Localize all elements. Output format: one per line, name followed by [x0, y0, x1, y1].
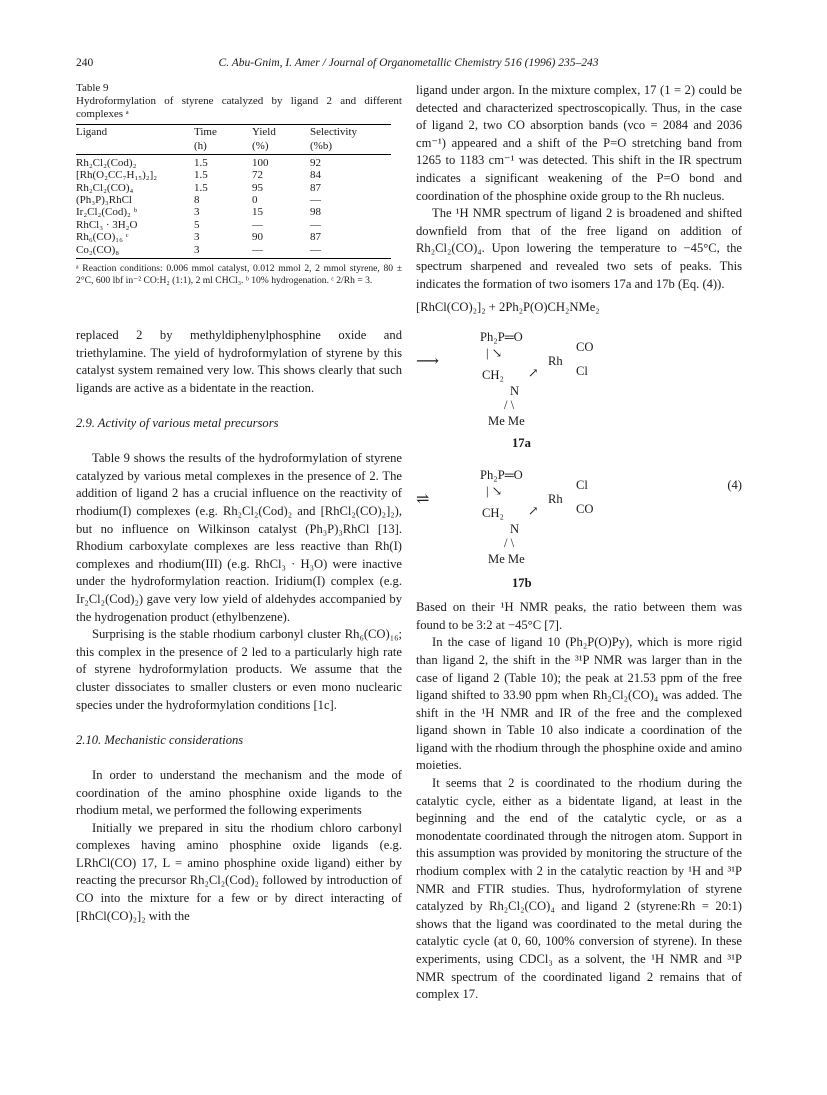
- structure-17a-bonds: | ↘: [486, 346, 503, 361]
- paragraph: In the case of ligand 10 (Ph₂P(O)Py), which is more rigid than ligand 2, the shift in the ³¹P NMR was larger than in the case of ligand 2 (Table 10); the peak at 21.53 ppm of the free ligand shifted to 33.90 ppm when Rh₂Cl₂(CO)₄ was added. The shift in the ¹H NMR and IR of the free and the complexed ligand shown in Table 10 also indicate a coordination of the ligand with the rhodium through the phosphine oxide and amino moieties.: [416, 635, 742, 773]
- table-header-ligand: Ligand: [76, 125, 194, 140]
- structure-17b-p-o: Ph₂P═O: [480, 468, 523, 483]
- table-cell: 98: [310, 206, 321, 219]
- equation-number: (4): [727, 478, 742, 493]
- page-number: 240: [76, 57, 94, 69]
- structure-17a-ch2: CH₂: [482, 368, 504, 383]
- compound-label-17b: 17b: [512, 576, 532, 591]
- right-column: [416, 82, 742, 1004]
- table-cell: [Rh(O₂CC₇H₁₅)₂]₂: [76, 169, 158, 182]
- table-cell: 1.5: [194, 181, 208, 194]
- table-cell: 15: [252, 206, 263, 219]
- table-header-yield: Yield: [252, 125, 310, 140]
- paragraph: Based on their ¹H NMR peaks, the ratio between them was found to be 3:2 at −45°C [7].: [416, 600, 742, 632]
- table-cell: —: [310, 194, 321, 207]
- table-cell: 72: [252, 169, 263, 182]
- table-cell: Ir₂Cl₂(Cod)₂ ᵇ: [76, 206, 138, 219]
- table-unit: (h): [194, 139, 252, 154]
- structure-17a-arrow: ↗: [528, 366, 539, 381]
- table-header-selectivity: Selectivity: [310, 125, 391, 140]
- paragraph: It seems that 2 is coordinated to the rhodium during the catalytic cycle, either as a bidentate ligand, at least in the beginning and the end of the catalytic cycle, or as a monodentate coordinated through the nitrogen atom. Support in this assumption was provided by monitoring the structure of the rhodium complex with 2 in the catalytic reaction by ¹H and ³¹P NMR and FTIR studies. Thus, hydroformylation of styrene catalyzed by Rh₂Cl₂(CO)₄ and ligand 2 (styrene:Rh = 20:1) shows that the ligand was coordinated to the metal during the catalytic cycle (at 0, 60, 100% conversion of styrene). In these experiments, using CDCl₃ as a solvent, the ¹H NMR and ³¹P NMR spectrum of the coordinated ligand 2 remains that of complex 17.: [416, 776, 742, 1002]
- table-cell: 95: [252, 181, 263, 194]
- section-heading: 2.10. Mechanistic considerations: [76, 732, 244, 747]
- table-cell: 3: [194, 206, 200, 219]
- table-row: [76, 169, 391, 181]
- paragraph: The ¹H NMR spectrum of ligand 2 is broadened and shifted downfield from that of the free ligand on addition of Rh₂Cl₂(CO)₄. Upon lowering the temperature to −45°C, the spectrum sharpened and revealed two sets of peaks. This indicates the formation of two isomers 17a and 17b (Eq. (4)).: [416, 206, 742, 291]
- table-cell: 84: [310, 169, 321, 182]
- left-column: [76, 82, 402, 925]
- table-cell: 100: [252, 156, 269, 169]
- structure-17a-co: CO: [576, 340, 594, 355]
- structure-17b-n: N: [510, 522, 520, 537]
- table-unit: [76, 139, 194, 154]
- structure-17b-ch2: CH₂: [482, 506, 504, 521]
- table-row: [76, 244, 391, 259]
- running-title: C. Abu-Gnim, I. Amer / Journal of Organometallic Chemistry 516 (1996) 235–243: [218, 57, 599, 69]
- structure-17b-me: Me Me: [488, 552, 525, 567]
- table-cell: 1.5: [194, 169, 208, 182]
- table-row: [76, 219, 391, 231]
- table-cell: 87: [310, 231, 321, 244]
- structure-17b-co: CO: [576, 502, 594, 517]
- structure-17b-rh: Rh: [548, 492, 563, 507]
- table-cell: 87: [310, 181, 321, 194]
- structure-17a-n: N: [510, 384, 520, 399]
- paragraph: Surprising is the stable rhodium carbonyl cluster Rh₆(CO)₁₆; this complex in the presence of 2 led to a particularly high rate of styrene hydroformylation products. We assume that the cluster dissociates to smaller clusters or even mono nuclearic species under the hydroformylation conditions [1c].: [76, 627, 402, 712]
- table-unit: (%): [252, 139, 310, 154]
- scheme-reactants: [RhCl(CO)₂]₂ + 2Ph₂P(O)CH₂NMe₂: [416, 300, 600, 315]
- paragraph: Initially we prepared in situ the rhodium chloro carbonyl complexes having amino phosphine oxide ligands (e.g. LRhCl(CO) 17, L = amino phosphine oxide ligand) either by reacting the precursor Rh₂Cl₂(Cod)₂ followed by introduction of CO into the mixture for a few or by direct interacting of [RhCl(CO)₂]₂ with the: [76, 820, 402, 923]
- section-heading: 2.9. Activity of various metal precursors: [76, 416, 279, 431]
- paragraph: In order to understand the mechanism and the mode of coordination of the amino phosphine oxide ligands to the rhodium metal, we performed the following experiments: [76, 767, 402, 818]
- table-caption: Hydroformylation of styrene catalyzed by ligand 2 and different complexes ᵃ: [76, 95, 402, 120]
- table-footnote: ᵃ Reaction conditions: 0.006 mmol catalyst, 0.012 mmol 2, 2 mmol styrene, 80 ± 2°C, 600 lbf in⁻² CO:H₂ (1:1), 2 ml CHCl₃. ᵇ 10% hydrogenation. ᶜ 2/Rh = 3.: [76, 263, 402, 287]
- table-cell: (Ph₃P)₃RhCl: [76, 194, 132, 207]
- table-cell: 0: [252, 194, 258, 207]
- structure-17b-branch: / \: [504, 536, 515, 551]
- table-cell: —: [252, 218, 263, 231]
- table-cell: —: [310, 244, 391, 259]
- table-cell: Rh₆(CO)₁₆ ᶜ: [76, 231, 129, 244]
- table-cell: 90: [252, 231, 263, 244]
- table-9: [76, 124, 391, 259]
- table-cell: 92: [310, 156, 321, 169]
- table-cell: —: [252, 244, 310, 259]
- table-row: [76, 182, 391, 194]
- table-row: [76, 194, 391, 206]
- table-cell: RhCl₃ · 3H₂O: [76, 218, 138, 231]
- scheme-arrow: ⟶: [416, 353, 439, 371]
- table-cell: 1.5: [194, 156, 208, 169]
- structure-17b-arrow: ↗: [528, 504, 539, 519]
- table-cell: 3: [194, 244, 252, 259]
- compound-label-17a: 17a: [512, 436, 531, 451]
- paragraph: ligand under argon. In the mixture complex, 17 (1 = 2) could be detected and characterized spectroscopically. Thus, in the case of ligand 2, two CO absorption bands (νco = 2084 and 2036 cm⁻¹) appeared and a shift of the P=O stretching band from 1265 to 1183 cm⁻¹ was detected. This shift in the IR spectrum indicates a significant weakening of the P=O bond and coordination of the phosphine oxide group to the Rh nucleus.: [416, 83, 742, 203]
- table-cell: —: [310, 218, 321, 231]
- structure-17a-rh: Rh: [548, 354, 563, 369]
- table-row: [76, 206, 391, 218]
- structure-17a-p-o: Ph₂P═O: [480, 330, 523, 345]
- structure-17b-cl: Cl: [576, 478, 588, 493]
- table-cell: 5: [194, 218, 200, 231]
- reaction-scheme: [416, 299, 742, 599]
- table-cell: 3: [194, 231, 200, 244]
- table-header-time: Time: [194, 125, 252, 140]
- structure-17a-me: Me Me: [488, 414, 525, 429]
- structure-17a-cl: Cl: [576, 364, 588, 379]
- table-row: [76, 154, 391, 169]
- table-cell: Rh₂Cl₂(Cod)₂: [76, 156, 137, 169]
- structure-17b-bonds: | ↘: [486, 484, 503, 499]
- scheme-equilibrium-arrow: ⇌: [416, 491, 430, 509]
- table-unit: (%b): [310, 139, 391, 154]
- table-row: [76, 231, 391, 243]
- paragraph: Table 9 shows the results of the hydroformylation of styrene catalyzed by various metal complexes in the presence of 2. The addition of ligand 2 has a crucial influence on the reactivity of rhodium(I) complexes (e.g. Rh₂Cl₂(Cod)₂ and [RhCl₂(CO)₂]₂), but no influence on Wilkinson catalyst (Ph₃P)₃RhCl [13]. Rhodium carboxylate complexes are less reactive than Rh(I) complexes and rhodium(III) (e.g. RhCl₃ · H₃O) were inactive under the hydroformylation reaction. Iridium(I) complex (e.g. Ir₂Cl₂(Cod)₂) gave very low yield of aldehydes accompanied by the hydrogenation product (ethylbenzene).: [76, 451, 402, 624]
- table-cell: 8: [194, 194, 200, 207]
- structure-17a-branch: / \: [504, 398, 515, 413]
- table-cell: Co₂(CO)₈: [76, 244, 194, 259]
- paragraph: replaced 2 by methyldiphenylphosphine oxide and triethylamine. The yield of hydroformylation of styrene by this catalyst system remained very low. This shows clearly that such ligands are active as a bidentate in the reaction.: [76, 328, 402, 395]
- table-label: Table 9: [76, 82, 109, 94]
- table-cell: Rh₂Cl₂(CO)₄: [76, 181, 134, 194]
